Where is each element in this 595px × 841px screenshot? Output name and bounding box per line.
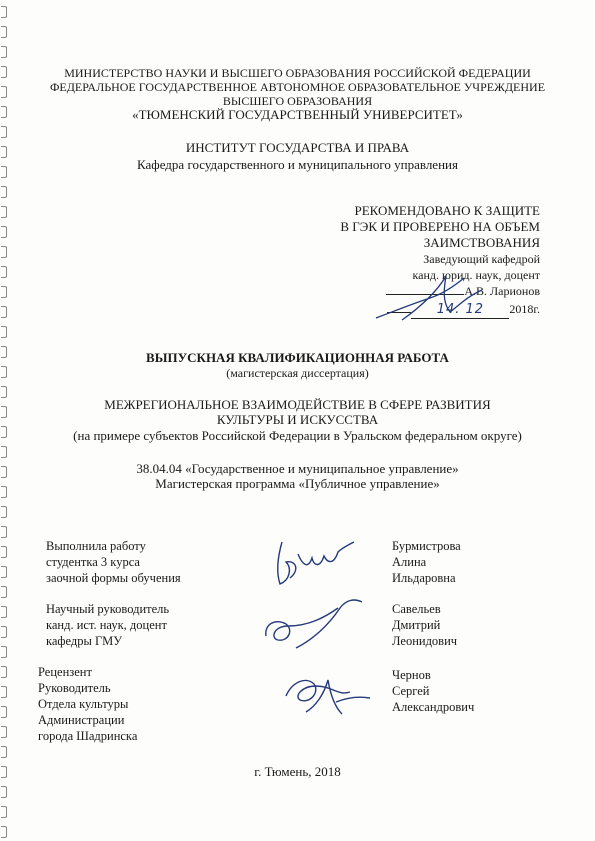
binding-loop [1,826,7,838]
supervisor-name [392,601,457,649]
supervisor-role [46,601,169,649]
work-title-line-2: КУЛЬТУРЫ И ИСКУССТВА [216,412,379,427]
binding-loop [1,706,7,718]
binding-loop [1,726,7,738]
student-surname: Бурмистрова [392,539,461,553]
institution-type-line-2: ВЫСШЕГО ОБРАЗОВАНИЯ [222,94,373,108]
binding-loop [1,206,7,218]
reviewer-role-line: города Шадринска [38,729,138,743]
reviewer-role-line: Администрации [38,713,125,727]
binding-loop [1,666,7,678]
binding-loop [1,286,7,298]
master-program: Магистерская программа «Публичное управление» [155,476,440,491]
binding-loop [1,566,7,578]
binding-loop [1,526,7,538]
supervisor-surname: Савельев [392,602,441,616]
binding-loop [1,586,7,598]
supervisor-role-line: Научный руководитель [46,602,170,616]
binding-loop [1,246,7,258]
specialty-code: 38.04.04 «Государственное и муниципальное управление» [136,461,459,476]
binding-loop [1,606,7,618]
supervisor-role-line: кафедры ГМУ [46,634,123,648]
reviewer-role-line: Рецензент [38,665,92,679]
binding-loop [1,686,7,698]
approval-position: Заведующий кафедрой [423,252,540,266]
approval-line-1: РЕКОМЕНДОВАНО К ЗАЩИТЕ [354,203,540,218]
binding-loop [1,326,7,338]
binding-loop [1,126,7,138]
approval-signature [372,268,492,328]
reviewer-surname: Чернов [392,668,431,682]
binding-loop [1,506,7,518]
supervisor-signature [258,596,368,656]
reviewer-first-name: Сергей [392,684,430,698]
student-first-name: Алина [392,555,427,569]
student-role-line: студентка 3 курса [46,555,140,569]
reviewer-role-line: Отдела культуры [38,697,129,711]
binding-loop [1,806,7,818]
supervisor-patronymic: Леонидович [392,634,458,648]
binding-loop [1,646,7,658]
binding-loop [1,546,7,558]
reviewer-name [392,667,474,715]
reviewer-role [38,664,137,744]
binding-loop [1,266,7,278]
work-title-line-3: (на примере субъектов Российской Федерации в Уральском федеральном округе) [73,428,522,443]
student-signature [268,534,358,594]
approval-date-handwritten: 14. 12 [436,302,485,317]
student-role-line: заочной формы обучения [46,571,181,585]
institution-type-line-1: ФЕДЕРАЛЬНОЕ ГОСУДАРСТВЕННОЕ АВТОНОМНОЕ ОБРАЗОВАТЕЛЬНОЕ УЧРЕЖДЕНИЕ [49,80,546,94]
approval-degree: канд. юрид. наук, доцент [412,268,540,282]
approval-year: 2018г. [509,302,540,316]
student-role-line: Выполнила работу [46,539,146,553]
student-name [392,538,461,586]
reviewer-patronymic: Александрович [392,700,475,714]
institute-name: ИНСТИТУТ ГОСУДАРСТВА И ПРАВА [185,140,410,155]
approval-line-2: В ГЭК И ПРОВЕРЕНО НА ОБЪЕМ [340,219,540,234]
approval-line-3: ЗАИМСТВОВАНИЯ [423,235,540,250]
city-year: г. Тюмень, 2018 [254,764,341,779]
work-type: ВЫПУСКНАЯ КВАЛИФИКАЦИОННАЯ РАБОТА [146,350,449,365]
student-role [46,538,181,586]
department-name: Кафедра государственного и муниципального управления [137,157,458,172]
binding-loop [1,186,7,198]
student-patronymic: Ильдаровна [392,571,456,585]
binding-loop [1,26,7,38]
reviewer-role-line: Руководитель [38,681,111,695]
binding-loop [1,6,7,18]
binding-loop [1,786,7,798]
work-title-line-1: МЕЖРЕГИОНАЛЬНОЕ ВЗАИМОДЕЙСТВИЕ В СФЕРЕ РАЗВИТИЯ [104,397,491,412]
binding-loop [1,626,7,638]
binding-loop [1,746,7,758]
work-subtype: (магистерская диссертация) [226,366,369,380]
university-name: «ТЮМЕНСКИЙ ГОСУДАРСТВЕННЫЙ УНИВЕРСИТЕТ» [132,107,463,122]
approval-head-name: А.В. Ларионов [464,284,540,298]
binding-loop [1,446,7,458]
ministry-line: МИНИСТЕРСТВО НАУКИ И ВЫСШЕГО ОБРАЗОВАНИЯ РОССИЙСКОЙ ФЕДЕРАЦИИ [64,66,531,80]
reviewer-signature [276,662,376,722]
binding-loop [1,226,7,238]
binding-loop [1,306,7,318]
supervisor-role-line: канд. ист. наук, доцент [46,618,167,632]
supervisor-first-name: Дмитрий [392,618,441,632]
binding-loop [1,46,7,58]
